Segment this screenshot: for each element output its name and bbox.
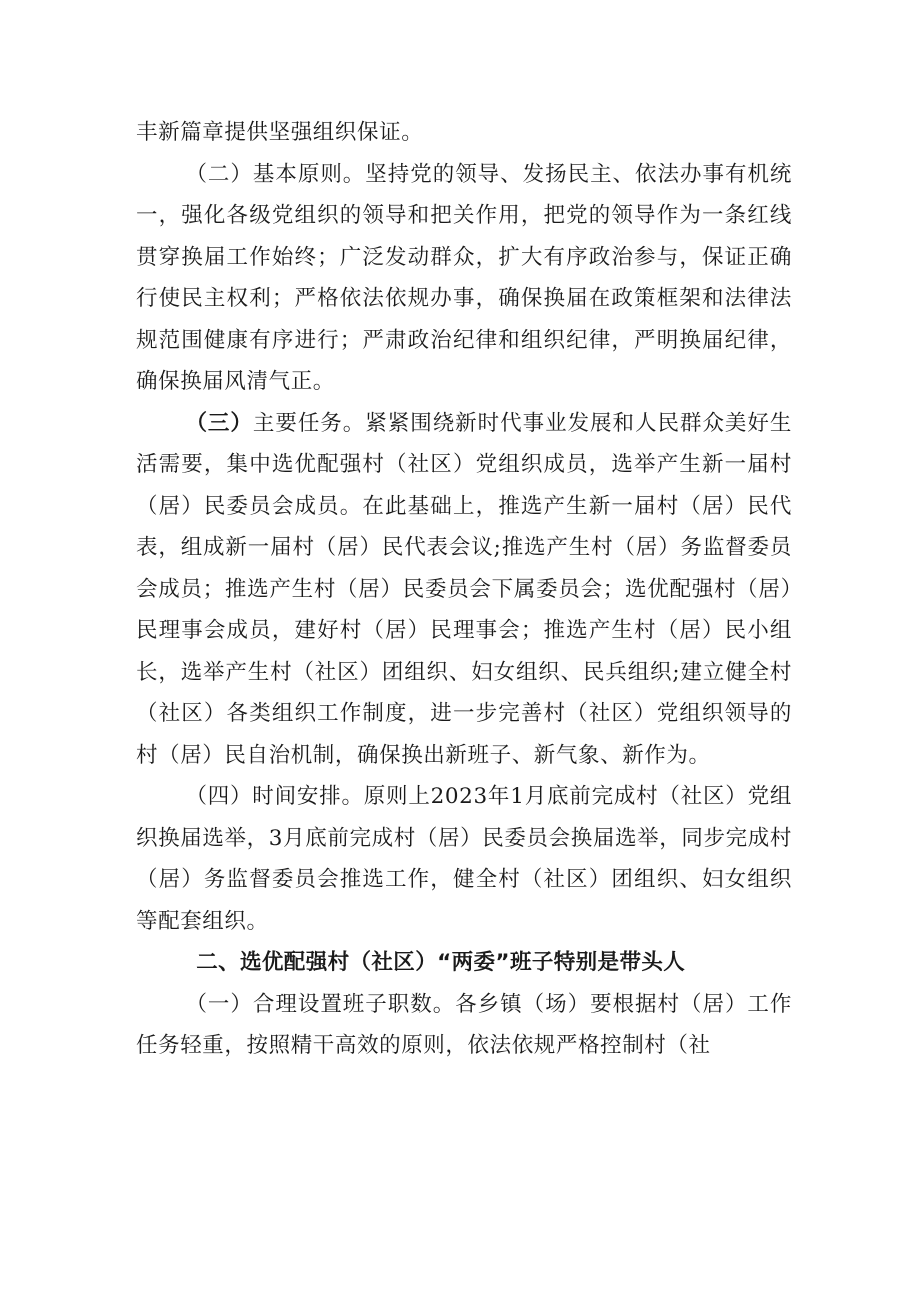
paragraph-main-tasks-body: 主要任务。紧紧围绕新时代事业发展和人民群众美好生活需要，集中选优配强村（社区）党组织成员，选举产生新一届村（居）民委员会成员。在此基础上，推选产生新一届村（居）民代表，组成新一届村（居）民代表会议;推选产生村（居）务监督委员会成员；推选产生村（居）民委员会下属委员会；选优配强村（居）民理事会成员，建好村（居）民理事会；推选产生村（居）民小组长，选举产生村（社区）团组织、妇女组织、民兵组织;建立健全村（社区）各类组织工作制度，进一步完善村（社区）党组织领导的村（居）民自治机制，确保换出新班子、新气象、新作为。	[136, 410, 792, 768]
paragraph-team-size: （一）合理设置班子职数。各乡镇（场）要根据村（居）工作任务轻重，按照精干高效的原则，依法依规严格控制村（社	[136, 991, 792, 1058]
document-page	[136, 112, 792, 1067]
paragraph-schedule: （四）时间安排。原则上2023年1月底前完成村（社区）党组织换届选举，3月底前完成村（居）民委员会换届选举，同步完成村（居）务监督委员会推选工作，健全村（社区）团组织、妇女组织等配套组织。	[136, 784, 792, 934]
section-heading: 二、选优配强村（社区）“两委”班子特别是带头人	[196, 950, 686, 975]
paragraph-basic-principles: （二）基本原则。坚持党的领导、发扬民主、依法办事有机统一，强化各级党组织的领导和把关作用，把党的领导作为一条红线贯穿换届工作始终；广泛发动群众，扩大有序政治参与，保证正确行使民主权利；严格依法依规办事，确保换届在政策框架和法律法规范围健康有序进行；严肃政治纪律和组织纪律，严明换届纪律，确保换届风清气正。	[136, 161, 792, 394]
paragraph-main-tasks-number: （三）	[185, 410, 253, 436]
paragraph-continuation: 丰新篇章提供坚强组织保证。	[136, 120, 424, 145]
paragraph-main-tasks	[136, 403, 792, 777]
